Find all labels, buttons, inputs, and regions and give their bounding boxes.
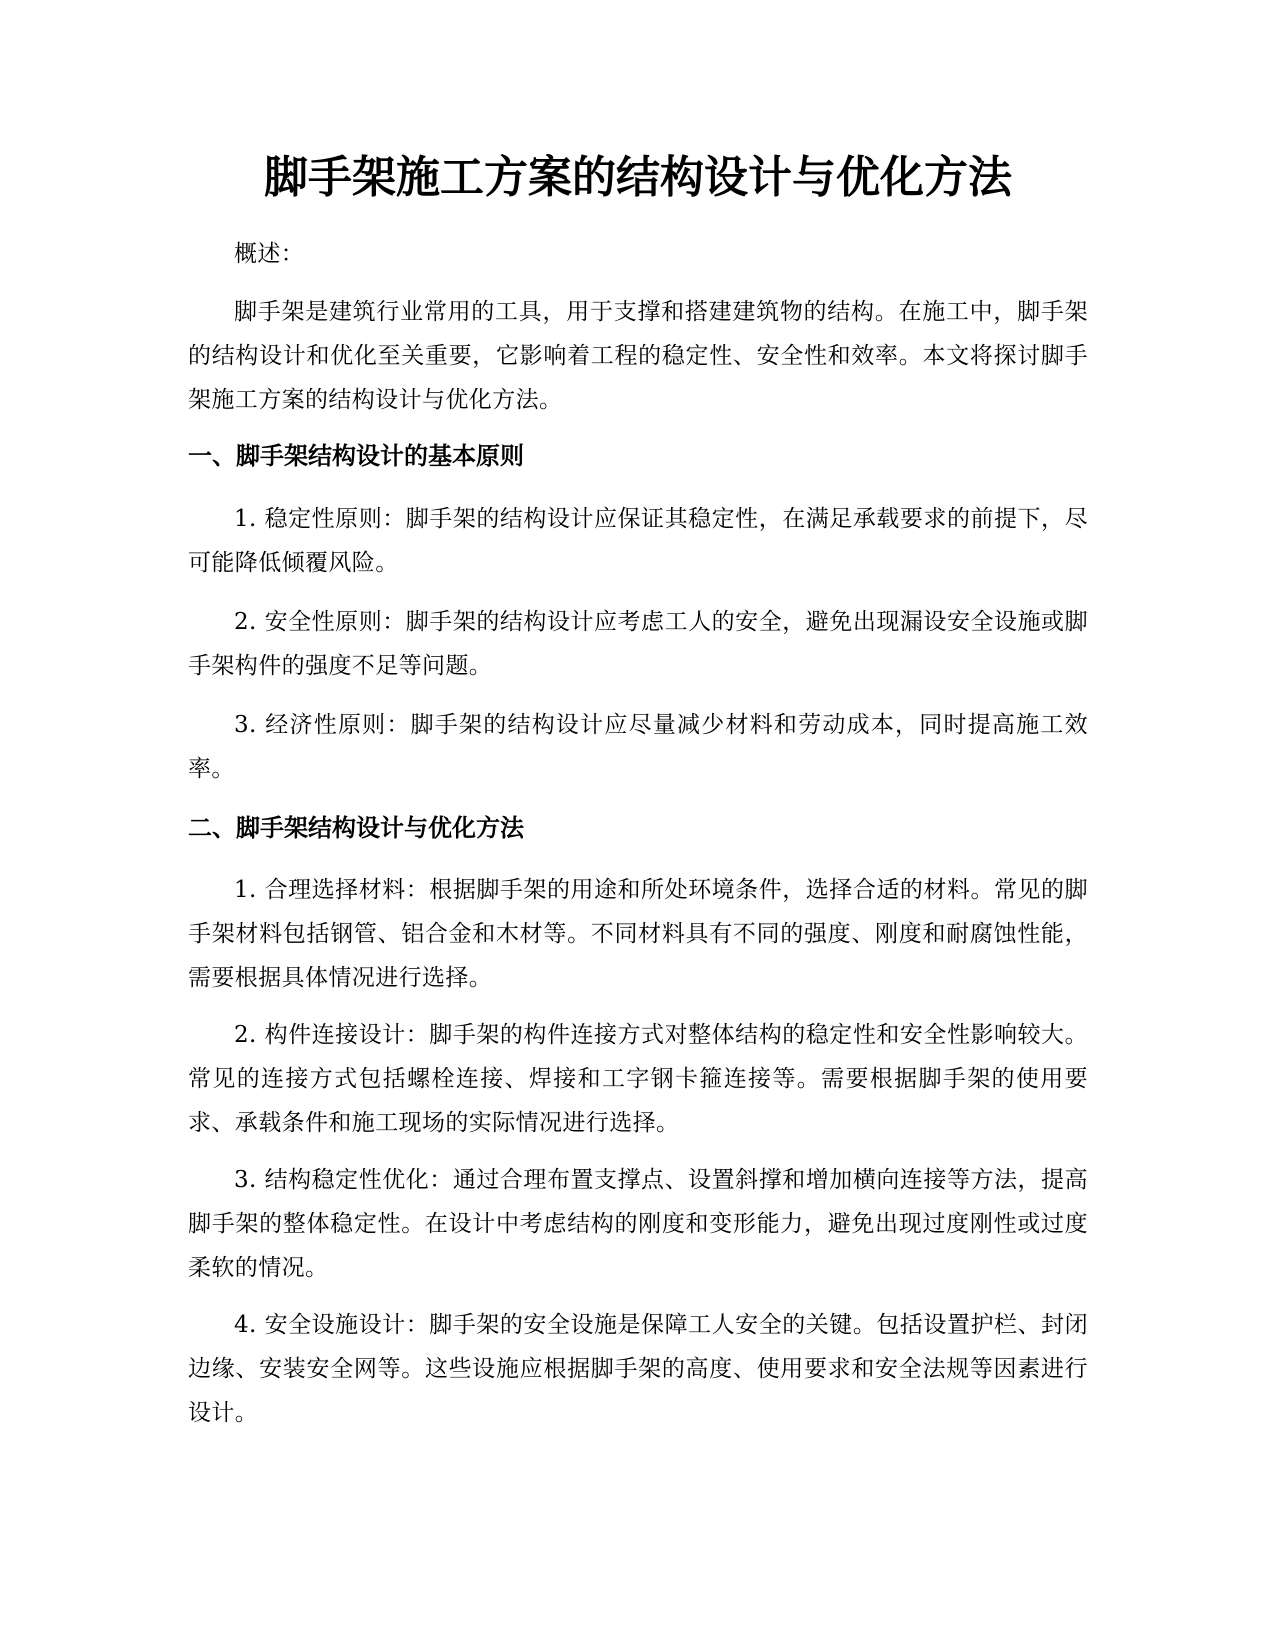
- section-1-item-2: 2. 安全性原则：脚手架的结构设计应考虑工人的安全，避免出现漏设安全设施或脚手架构件的强度不足等问题。: [188, 609, 1088, 679]
- overview-label: 概述：: [234, 241, 305, 267]
- document-title: 脚手架施工方案的结构设计与优化方法: [264, 152, 1012, 203]
- section-1-heading: 一、脚手架结构设计的基本原则: [188, 442, 524, 470]
- section-2-item-2: 2. 构件连接设计：脚手架的构件连接方式对整体结构的稳定性和安全性影响较大。常见的连接方式包括螺栓连接、焊接和工字钢卡箍连接等。需要根据脚手架的使用要求、承载条件和施工现场的实际情况进行选择。: [188, 1022, 1088, 1136]
- section-2-item-1: 1. 合理选择材料：根据脚手架的用途和所处环境条件，选择合适的材料。常见的脚手架材料包括钢管、铝合金和木材等。不同材料具有不同的强度、刚度和耐腐蚀性能，需要根据具体情况进行选择。: [188, 877, 1088, 991]
- section-2-item-3: 3. 结构稳定性优化：通过合理布置支撑点、设置斜撑和增加横向连接等方法，提高脚手架的整体稳定性。在设计中考虑结构的刚度和变形能力，避免出现过度刚性或过度柔软的情况。: [188, 1167, 1088, 1281]
- section-1-item-3: 3. 经济性原则：脚手架的结构设计应尽量减少材料和劳动成本，同时提高施工效率。: [188, 712, 1088, 782]
- section-2-heading: 二、脚手架结构设计与优化方法: [188, 814, 524, 842]
- section-1-item-1: 1. 稳定性原则：脚手架的结构设计应保证其稳定性，在满足承载要求的前提下，尽可能降低倾覆风险。: [188, 506, 1088, 576]
- section-2-item-4: 4. 安全设施设计：脚手架的安全设施是保障工人安全的关键。包括设置护栏、封闭边缘、安装安全网等。这些设施应根据脚手架的高度、使用要求和安全法规等因素进行设计。: [188, 1312, 1088, 1426]
- intro-paragraph: 脚手架是建筑行业常用的工具，用于支撑和搭建建筑物的结构。在施工中，脚手架的结构设计和优化至关重要，它影响着工程的稳定性、安全性和效率。本文将探讨脚手架施工方案的结构设计与优化方法。: [188, 299, 1088, 413]
